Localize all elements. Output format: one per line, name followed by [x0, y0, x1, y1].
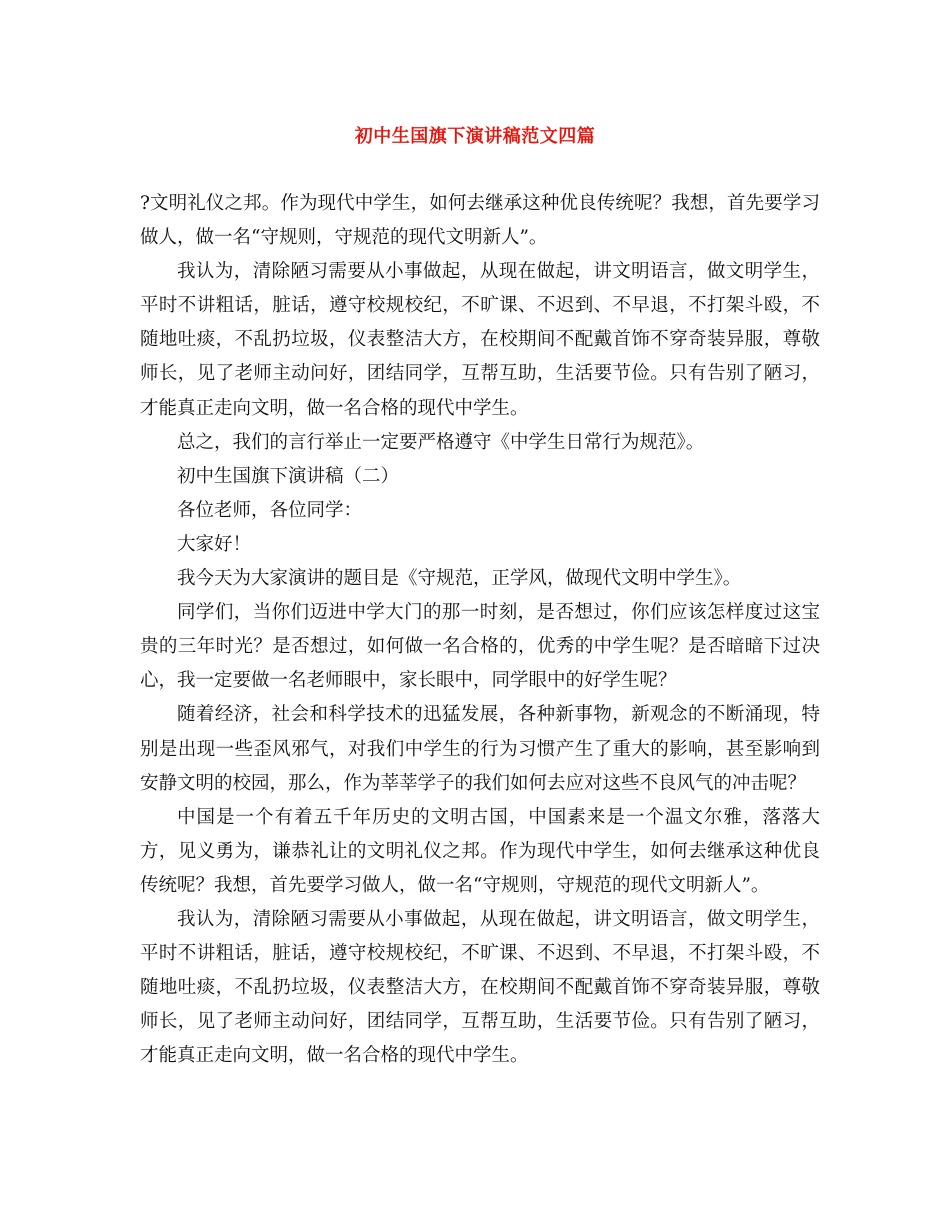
paragraph-continuation: ?文明礼仪之邦。作为现代中学生，如何去继承这种优良传统呢？我想，首先要学习做人，做一名“守规则，守规范的现代文明新人”。 [140, 193, 820, 249]
paragraph: 我认为，清除陋习需要从小事做起，从现在做起，讲文明语言，做文明学生，平时不讲粗话，脏话，遵守校规校纪，不旷课、不迟到、不早退，不打架斗殴，不随地吐痰，不乱扔垃圾，仪表整洁大方，在校期间不配戴首饰不穿奇装异服，尊敬师长，见了老师主动问好，团结同学，互帮互助，生活要节俭。只有告别了陋习，才能真正走向文明，做一名合格的现代中学生。 [140, 908, 820, 1067]
document-title: 初中生国旗下演讲稿范文四篇 [354, 126, 596, 147]
paragraph: 总之，我们的言行举止一定要严格遵守《中学生日常行为规范》。 [177, 431, 705, 453]
section-heading: 初中生国旗下演讲稿（二） [177, 465, 400, 487]
paragraph: 中国是一个有着五千年历史的文明古国，中国素来是一个温文尔雅，落落大方，见义勇为，谦恭礼让的文明礼仪之邦。作为现代中学生，如何去继承这种优良传统呢？我想，首先要学习做人，做一名“守规则，守规范的现代文明新人”。 [140, 806, 820, 896]
document-body [140, 187, 820, 1073]
paragraph: 同学们，当你们迈进中学大门的那一时刻，是否想过，你们应该怎样度过这宝贵的三年时光？是否想过，如何做一名合格的，优秀的中学生呢？是否暗暗下过决心，我一定要做一名老师眼中，家长眼中，同学眼中的好学生呢？ [140, 602, 820, 692]
paragraph: 我认为，清除陋习需要从小事做起，从现在做起，讲文明语言，做文明学生，平时不讲粗话，脏话，遵守校规校纪，不旷课、不迟到、不早退，不打架斗殴，不随地吐痰，不乱扔垃圾，仪表整洁大方，在校期间不配戴首饰不穿奇装异服，尊敬师长，见了老师主动问好，团结同学，互帮互助，生活要节俭。只有告别了陋习，才能真正走向文明，做一名合格的现代中学生。 [140, 261, 820, 419]
salutation: 各位老师，各位同学： [177, 499, 363, 521]
paragraph: 随着经济，社会和科学技术的迅猛发展，各种新事物，新观念的不断涌现，特别是出现一些歪风邪气，对我们中学生的行为习惯产生了重大的影响，甚至影响到安静文明的校园，那么，作为莘莘学子的我们如何去应对这些不良风气的冲击呢？ [140, 704, 820, 794]
paragraph: 我今天为大家演讲的题目是《守规范，正学风，做现代文明中学生》。 [177, 568, 742, 590]
greeting: 大家好！ [177, 533, 252, 555]
